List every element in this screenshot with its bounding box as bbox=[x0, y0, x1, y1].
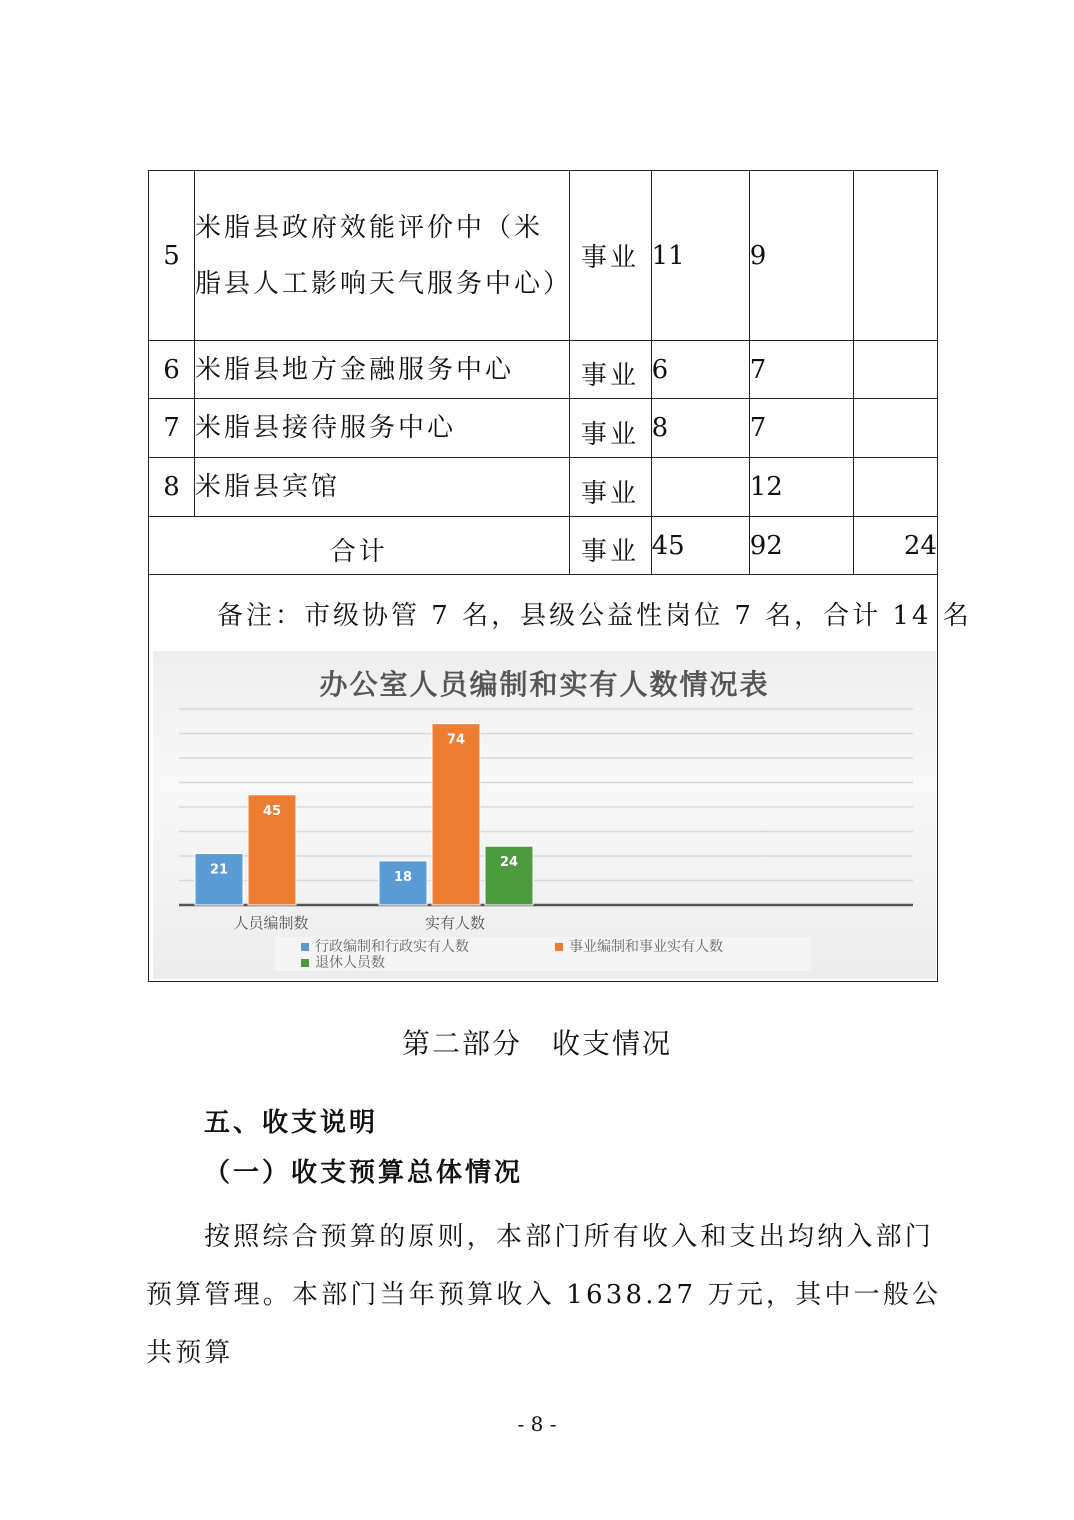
legend-swatch bbox=[555, 943, 563, 951]
unit-name: 米脂县政府效能评价中（米脂县人工影响天气服务中心） bbox=[195, 171, 569, 341]
cell-c bbox=[853, 399, 937, 458]
data-label: 74 bbox=[446, 732, 466, 748]
row-number: 7 bbox=[149, 399, 195, 458]
unit-type: 事业 bbox=[569, 399, 651, 458]
subsection-heading: （一）收支预算总体情况 bbox=[204, 1158, 524, 1188]
data-label: 45 bbox=[262, 803, 282, 819]
row-number: 6 bbox=[149, 341, 195, 399]
data-label: 24 bbox=[499, 855, 519, 871]
cell-b: 12 bbox=[749, 458, 853, 517]
page-number: - 8 - bbox=[517, 1412, 557, 1436]
row-number: 5 bbox=[149, 171, 195, 341]
legend-label: 事业编制和事业实有人数 bbox=[569, 939, 723, 955]
table-row bbox=[149, 341, 938, 399]
staff-table bbox=[148, 170, 972, 982]
total-a: 45 bbox=[651, 517, 749, 575]
total-label: 合计 bbox=[149, 517, 570, 575]
legend-swatch bbox=[301, 959, 309, 967]
row-number: 8 bbox=[149, 458, 195, 517]
cell-a: 6 bbox=[651, 341, 749, 399]
chart-title: 办公室人员编制和实有人数情况表 bbox=[319, 668, 770, 701]
cell-b: 7 bbox=[749, 341, 853, 399]
table-row bbox=[149, 458, 938, 517]
data-label: 21 bbox=[209, 862, 229, 878]
note-cell bbox=[149, 575, 972, 982]
section-heading: 五、收支说明 bbox=[204, 1108, 379, 1138]
total-b: 92 bbox=[749, 517, 853, 575]
total-c: 24 bbox=[853, 517, 937, 575]
unit-type: 事业 bbox=[569, 341, 651, 399]
unit-type: 事业 bbox=[569, 171, 651, 341]
staff-chart bbox=[153, 651, 936, 979]
legend-swatch bbox=[301, 943, 309, 951]
cell-a: 8 bbox=[651, 399, 749, 458]
table-row bbox=[149, 171, 938, 341]
bar bbox=[432, 724, 480, 905]
legend-label: 行政编制和行政实有人数 bbox=[315, 939, 469, 955]
unit-name: 米脂县宾馆 bbox=[195, 458, 569, 517]
cell-a: 11 bbox=[651, 171, 749, 341]
cell-c bbox=[853, 171, 937, 341]
data-label: 18 bbox=[393, 869, 413, 885]
bar bbox=[195, 854, 243, 905]
part-title: 第二部分 收支情况 bbox=[401, 1027, 672, 1060]
cell-a bbox=[651, 458, 749, 517]
cell-c bbox=[853, 458, 937, 517]
unit-name: 米脂县地方金融服务中心 bbox=[195, 341, 569, 399]
body-paragraph: 按照综合预算的原则，本部门所有收入和支出均纳入部门预算管理。本部门当年预算收入 1638.27 万元，其中一般公共预算 bbox=[146, 1222, 942, 1368]
x-tick-label: 实有人数 bbox=[424, 914, 486, 932]
total-row bbox=[149, 517, 938, 575]
total-type: 事业 bbox=[569, 517, 651, 575]
unit-name: 米脂县接待服务中心 bbox=[195, 399, 569, 458]
cell-b: 9 bbox=[749, 171, 853, 341]
cell-b: 7 bbox=[749, 399, 853, 458]
table-note: 备注：市级协管 7 名，县级公益性岗位 7 名，合计 14 名 bbox=[217, 601, 972, 631]
table-row bbox=[149, 399, 938, 458]
unit-type: 事业 bbox=[569, 458, 651, 517]
x-tick-label: 人员编制数 bbox=[233, 914, 309, 932]
legend-label: 退休人员数 bbox=[315, 955, 385, 971]
note-row bbox=[149, 575, 938, 982]
cell-c bbox=[853, 341, 937, 399]
